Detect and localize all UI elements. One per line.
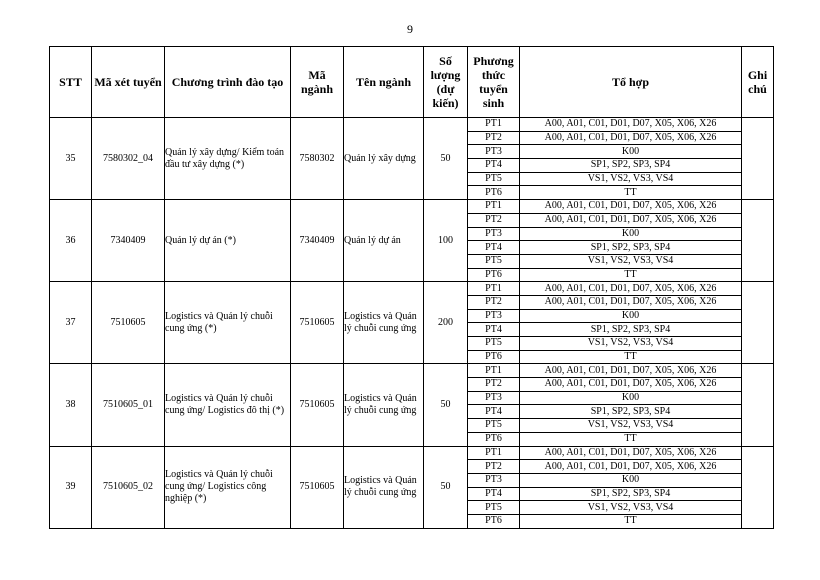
row-ten-nganh: Quản lý dự án — [344, 200, 424, 282]
row-chuong-trinh: Logistics và Quản lý chuỗi cung ứng/ Logistics công nghiệp (*) — [165, 446, 291, 528]
method-code: PT3 — [468, 227, 520, 241]
method-code: PT4 — [468, 487, 520, 501]
header-ten-nganh: Tên ngành — [344, 47, 424, 118]
row-ma-xet-tuyen: 7580302_04 — [92, 118, 165, 200]
method-to-hop: SP1, SP2, SP3, SP4 — [520, 487, 742, 501]
method-code: PT5 — [468, 419, 520, 433]
method-to-hop: TT — [520, 268, 742, 282]
header-chuong-trinh: Chương trình đào tạo — [165, 47, 291, 118]
header-ghi-chu: Ghi chú — [742, 47, 774, 118]
method-to-hop: SP1, SP2, SP3, SP4 — [520, 241, 742, 255]
method-to-hop: TT — [520, 514, 742, 528]
row-ten-nganh: Logistics và Quản lý chuỗi cung ứng — [344, 282, 424, 364]
table-row — [50, 200, 774, 214]
method-code: PT3 — [468, 391, 520, 405]
method-to-hop: SP1, SP2, SP3, SP4 — [520, 405, 742, 419]
method-to-hop: A00, A01, C01, D01, D07, X05, X06, X26 — [520, 282, 742, 296]
method-code: PT6 — [468, 268, 520, 282]
header-to-hop: Tổ hợp — [520, 47, 742, 118]
method-to-hop: K00 — [520, 227, 742, 241]
table-row — [50, 282, 774, 296]
method-code: PT3 — [468, 473, 520, 487]
row-ghi-chu — [742, 282, 774, 364]
row-ten-nganh: Logistics và Quản lý chuỗi cung ứng — [344, 364, 424, 446]
method-code: PT2 — [468, 213, 520, 227]
admissions-table — [49, 46, 774, 529]
row-ma-nganh: 7510605 — [291, 446, 344, 528]
method-to-hop: SP1, SP2, SP3, SP4 — [520, 323, 742, 337]
method-to-hop: A00, A01, C01, D01, D07, X05, X06, X26 — [520, 118, 742, 132]
method-code: PT2 — [468, 460, 520, 474]
method-to-hop: A00, A01, C01, D01, D07, X05, X06, X26 — [520, 131, 742, 145]
row-ghi-chu — [742, 364, 774, 446]
method-to-hop: SP1, SP2, SP3, SP4 — [520, 159, 742, 173]
method-code: PT4 — [468, 323, 520, 337]
method-to-hop: VS1, VS2, VS3, VS4 — [520, 419, 742, 433]
method-code: PT6 — [468, 350, 520, 364]
row-ma-xet-tuyen: 7510605_02 — [92, 446, 165, 528]
method-code: PT2 — [468, 378, 520, 392]
row-ma-xet-tuyen: 7340409 — [92, 200, 165, 282]
method-code: PT5 — [468, 337, 520, 351]
row-stt: 36 — [50, 200, 92, 282]
method-to-hop: A00, A01, C01, D01, D07, X05, X06, X26 — [520, 295, 742, 309]
row-stt: 35 — [50, 118, 92, 200]
method-code: PT6 — [468, 432, 520, 446]
row-stt: 38 — [50, 364, 92, 446]
header-row — [50, 47, 774, 118]
method-code: PT5 — [468, 172, 520, 186]
row-ma-xet-tuyen: 7510605 — [92, 282, 165, 364]
row-stt: 39 — [50, 446, 92, 528]
row-chuong-trinh: Quản lý dự án (*) — [165, 200, 291, 282]
header-so-luong: Số lượng (dự kiến) — [424, 47, 468, 118]
method-code: PT1 — [468, 446, 520, 460]
row-chuong-trinh: Logistics và Quản lý chuỗi cung ứng/ Logistics đô thị (*) — [165, 364, 291, 446]
method-to-hop: A00, A01, C01, D01, D07, X05, X06, X26 — [520, 378, 742, 392]
header-ma-nganh: Mã ngành — [291, 47, 344, 118]
method-to-hop: A00, A01, C01, D01, D07, X05, X06, X26 — [520, 213, 742, 227]
method-to-hop: TT — [520, 432, 742, 446]
method-code: PT3 — [468, 145, 520, 159]
method-code: PT5 — [468, 254, 520, 268]
method-code: PT4 — [468, 241, 520, 255]
row-ghi-chu — [742, 200, 774, 282]
header-phuong-thuc: Phương thức tuyển sinh — [468, 47, 520, 118]
method-to-hop: A00, A01, C01, D01, D07, X05, X06, X26 — [520, 446, 742, 460]
method-code: PT6 — [468, 186, 520, 200]
method-code: PT1 — [468, 118, 520, 132]
method-code: PT2 — [468, 131, 520, 145]
method-code: PT4 — [468, 405, 520, 419]
table-row — [50, 118, 774, 132]
method-code: PT4 — [468, 159, 520, 173]
method-to-hop: TT — [520, 350, 742, 364]
header-ma-xet-tuyen: Mã xét tuyển — [92, 47, 165, 118]
row-ma-nganh: 7340409 — [291, 200, 344, 282]
row-ghi-chu — [742, 446, 774, 528]
method-to-hop: TT — [520, 186, 742, 200]
row-stt: 37 — [50, 282, 92, 364]
header-stt: STT — [50, 47, 92, 118]
table-body — [50, 118, 774, 529]
method-to-hop: VS1, VS2, VS3, VS4 — [520, 501, 742, 515]
row-chuong-trinh: Quản lý xây dựng/ Kiểm toán đầu tư xây dựng (*) — [165, 118, 291, 200]
method-to-hop: VS1, VS2, VS3, VS4 — [520, 172, 742, 186]
method-to-hop: K00 — [520, 391, 742, 405]
method-to-hop: VS1, VS2, VS3, VS4 — [520, 254, 742, 268]
method-to-hop: A00, A01, C01, D01, D07, X05, X06, X26 — [520, 200, 742, 214]
method-to-hop: K00 — [520, 309, 742, 323]
page-number: 9 — [407, 22, 413, 36]
row-ma-nganh: 7580302 — [291, 118, 344, 200]
method-to-hop: K00 — [520, 145, 742, 159]
method-code: PT1 — [468, 282, 520, 296]
method-to-hop: K00 — [520, 473, 742, 487]
row-ma-nganh: 7510605 — [291, 364, 344, 446]
row-ten-nganh: Logistics và Quản lý chuỗi cung ứng — [344, 446, 424, 528]
row-chuong-trinh: Logistics và Quản lý chuỗi cung ứng (*) — [165, 282, 291, 364]
method-to-hop: A00, A01, C01, D01, D07, X05, X06, X26 — [520, 460, 742, 474]
row-ghi-chu — [742, 118, 774, 200]
row-so-luong: 100 — [424, 200, 468, 282]
row-ten-nganh: Quản lý xây dựng — [344, 118, 424, 200]
row-ma-nganh: 7510605 — [291, 282, 344, 364]
method-code: PT1 — [468, 200, 520, 214]
method-code: PT3 — [468, 309, 520, 323]
table-row — [50, 446, 774, 460]
row-so-luong: 200 — [424, 282, 468, 364]
method-code: PT5 — [468, 501, 520, 515]
method-to-hop: A00, A01, C01, D01, D07, X05, X06, X26 — [520, 364, 742, 378]
row-so-luong: 50 — [424, 118, 468, 200]
method-code: PT2 — [468, 295, 520, 309]
method-to-hop: VS1, VS2, VS3, VS4 — [520, 337, 742, 351]
row-ma-xet-tuyen: 7510605_01 — [92, 364, 165, 446]
row-so-luong: 50 — [424, 364, 468, 446]
row-so-luong: 50 — [424, 446, 468, 528]
method-code: PT1 — [468, 364, 520, 378]
table-row — [50, 364, 774, 378]
method-code: PT6 — [468, 514, 520, 528]
